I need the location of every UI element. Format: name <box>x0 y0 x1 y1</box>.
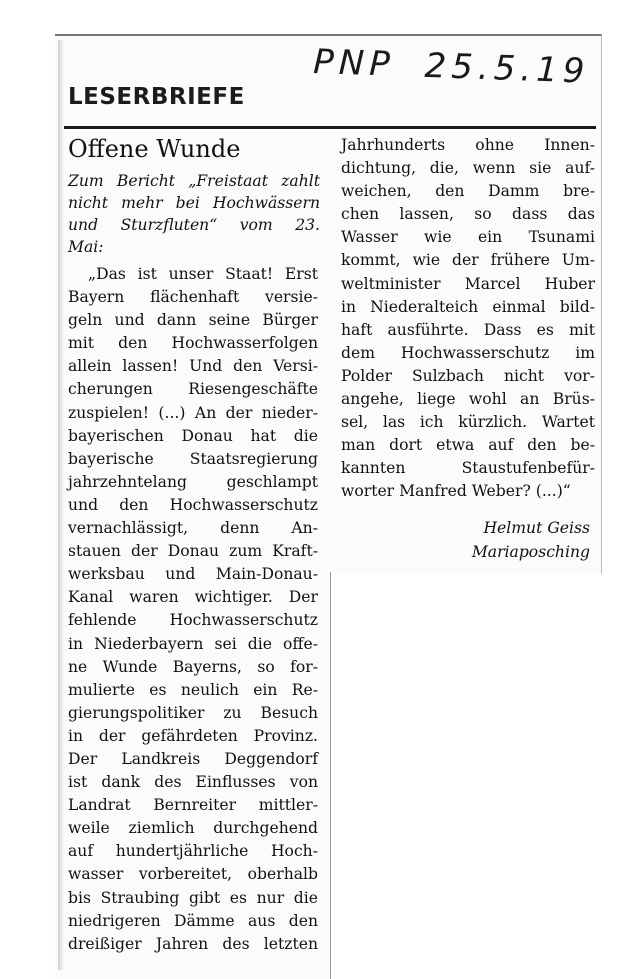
body-line: Jahrhunderts ohne Innen- <box>341 136 595 154</box>
body-line: werksbau und Main-Donau- <box>68 565 318 584</box>
body-line: Landrat Bernreiter mittler- <box>68 796 318 815</box>
author-place: Mariaposching <box>471 543 590 561</box>
annotation-date: 25.5.19 <box>423 45 591 92</box>
body-line: haft ausführte. Dass es mit <box>341 320 595 339</box>
article-body-left-column <box>68 263 318 956</box>
body-line: mulierte es neulich ein Re- <box>68 680 318 699</box>
body-line: bayerischen Donau hat die <box>68 426 318 445</box>
annotation-source: PNP <box>312 42 396 85</box>
author-name: Helmut Geiss <box>483 519 590 537</box>
body-line: gierungspolitiker zu Besuch <box>68 703 318 722</box>
body-line: in der gefährdeten Provinz. <box>68 726 318 745</box>
body-line: Kanal waren wichtiger. Der <box>68 588 318 607</box>
body-line: zuspielen! (...) An der nieder- <box>68 403 318 422</box>
section-title: LESERBRIEFE <box>68 84 245 110</box>
intro-line: und Sturzfluten“ vom 23. <box>68 216 320 234</box>
article-author <box>341 516 590 564</box>
intro-line: Zum Bericht „Freistaat zahlt <box>68 172 320 190</box>
article-body-right-column <box>341 134 595 504</box>
body-line: cherungen Riesengeschäfte <box>68 380 318 399</box>
body-line: vernachlässigt, denn An- <box>68 519 318 538</box>
body-line: worter Manfred Weber? (...)“ <box>341 482 571 501</box>
article-headline: Offene Wunde <box>68 135 241 163</box>
body-line: mit den Hochwasserfolgen <box>68 334 318 353</box>
paper-shadow-edge <box>58 40 64 970</box>
body-line: kannten Staustufenbefür- <box>341 459 595 478</box>
body-line: weltminister Marcel Huber <box>341 274 595 293</box>
body-line: auf hundertjährliche Hoch- <box>68 842 318 861</box>
body-line: und den Hochwasserschutz <box>68 495 318 514</box>
body-line: man dort etwa auf den be- <box>341 436 595 455</box>
body-line: allein lassen! Und den Versi- <box>68 357 318 376</box>
body-line: dem Hochwasserschutz im <box>341 343 595 362</box>
body-line: bis Straubing gibt es nur die <box>68 888 318 907</box>
body-line: Wasser wie ein Tsunami <box>341 228 595 247</box>
body-line: weichen, den Damm bre- <box>341 182 595 201</box>
body-line: Der Landkreis Deggendorf <box>68 749 318 768</box>
body-line: kommt, wie der frühere Um- <box>341 251 595 270</box>
body-line: weile ziemlich durchgehend <box>68 819 318 838</box>
intro-line: nicht mehr bei Hochwässern <box>68 194 320 212</box>
body-line: in Niederbayern sei die offe- <box>68 634 318 653</box>
body-line: jahrzehntelang geschlampt <box>68 472 318 491</box>
body-line: angehe, liege wohl an Brüs- <box>341 390 595 409</box>
intro-line: Mai: <box>68 238 104 256</box>
body-line: wasser vorbereitet, oberhalb <box>68 865 318 884</box>
body-line: Bayern flächenhaft versie- <box>68 288 318 307</box>
body-line: dichtung, die, wenn sie auf- <box>341 159 595 178</box>
body-line: ist dank des Einflusses von <box>68 773 318 792</box>
body-line: Polder Sulzbach nicht vor- <box>341 366 595 385</box>
body-line: in Niederalteich einmal bild- <box>341 297 595 316</box>
body-line: dreißiger Jahren des letzten <box>68 934 318 953</box>
section-rule <box>64 126 596 129</box>
body-line: bayerische Staatsregierung <box>68 449 318 468</box>
body-line: chen lassen, so dass das <box>341 205 595 224</box>
body-line: geln und dann seine Bürger <box>68 311 318 330</box>
body-line: „Das ist unser Staat! Erst <box>88 265 318 283</box>
body-line: sel, las ich kürzlich. Wartet <box>341 413 595 432</box>
body-line: fehlende Hochwasserschutz <box>68 611 318 630</box>
body-line: ne Wunde Bayerns, so for- <box>68 657 318 676</box>
body-line: stauen der Donau zum Kraft- <box>68 542 318 561</box>
body-line: niedrigeren Dämme aus den <box>68 911 318 930</box>
article-intro <box>68 170 320 258</box>
